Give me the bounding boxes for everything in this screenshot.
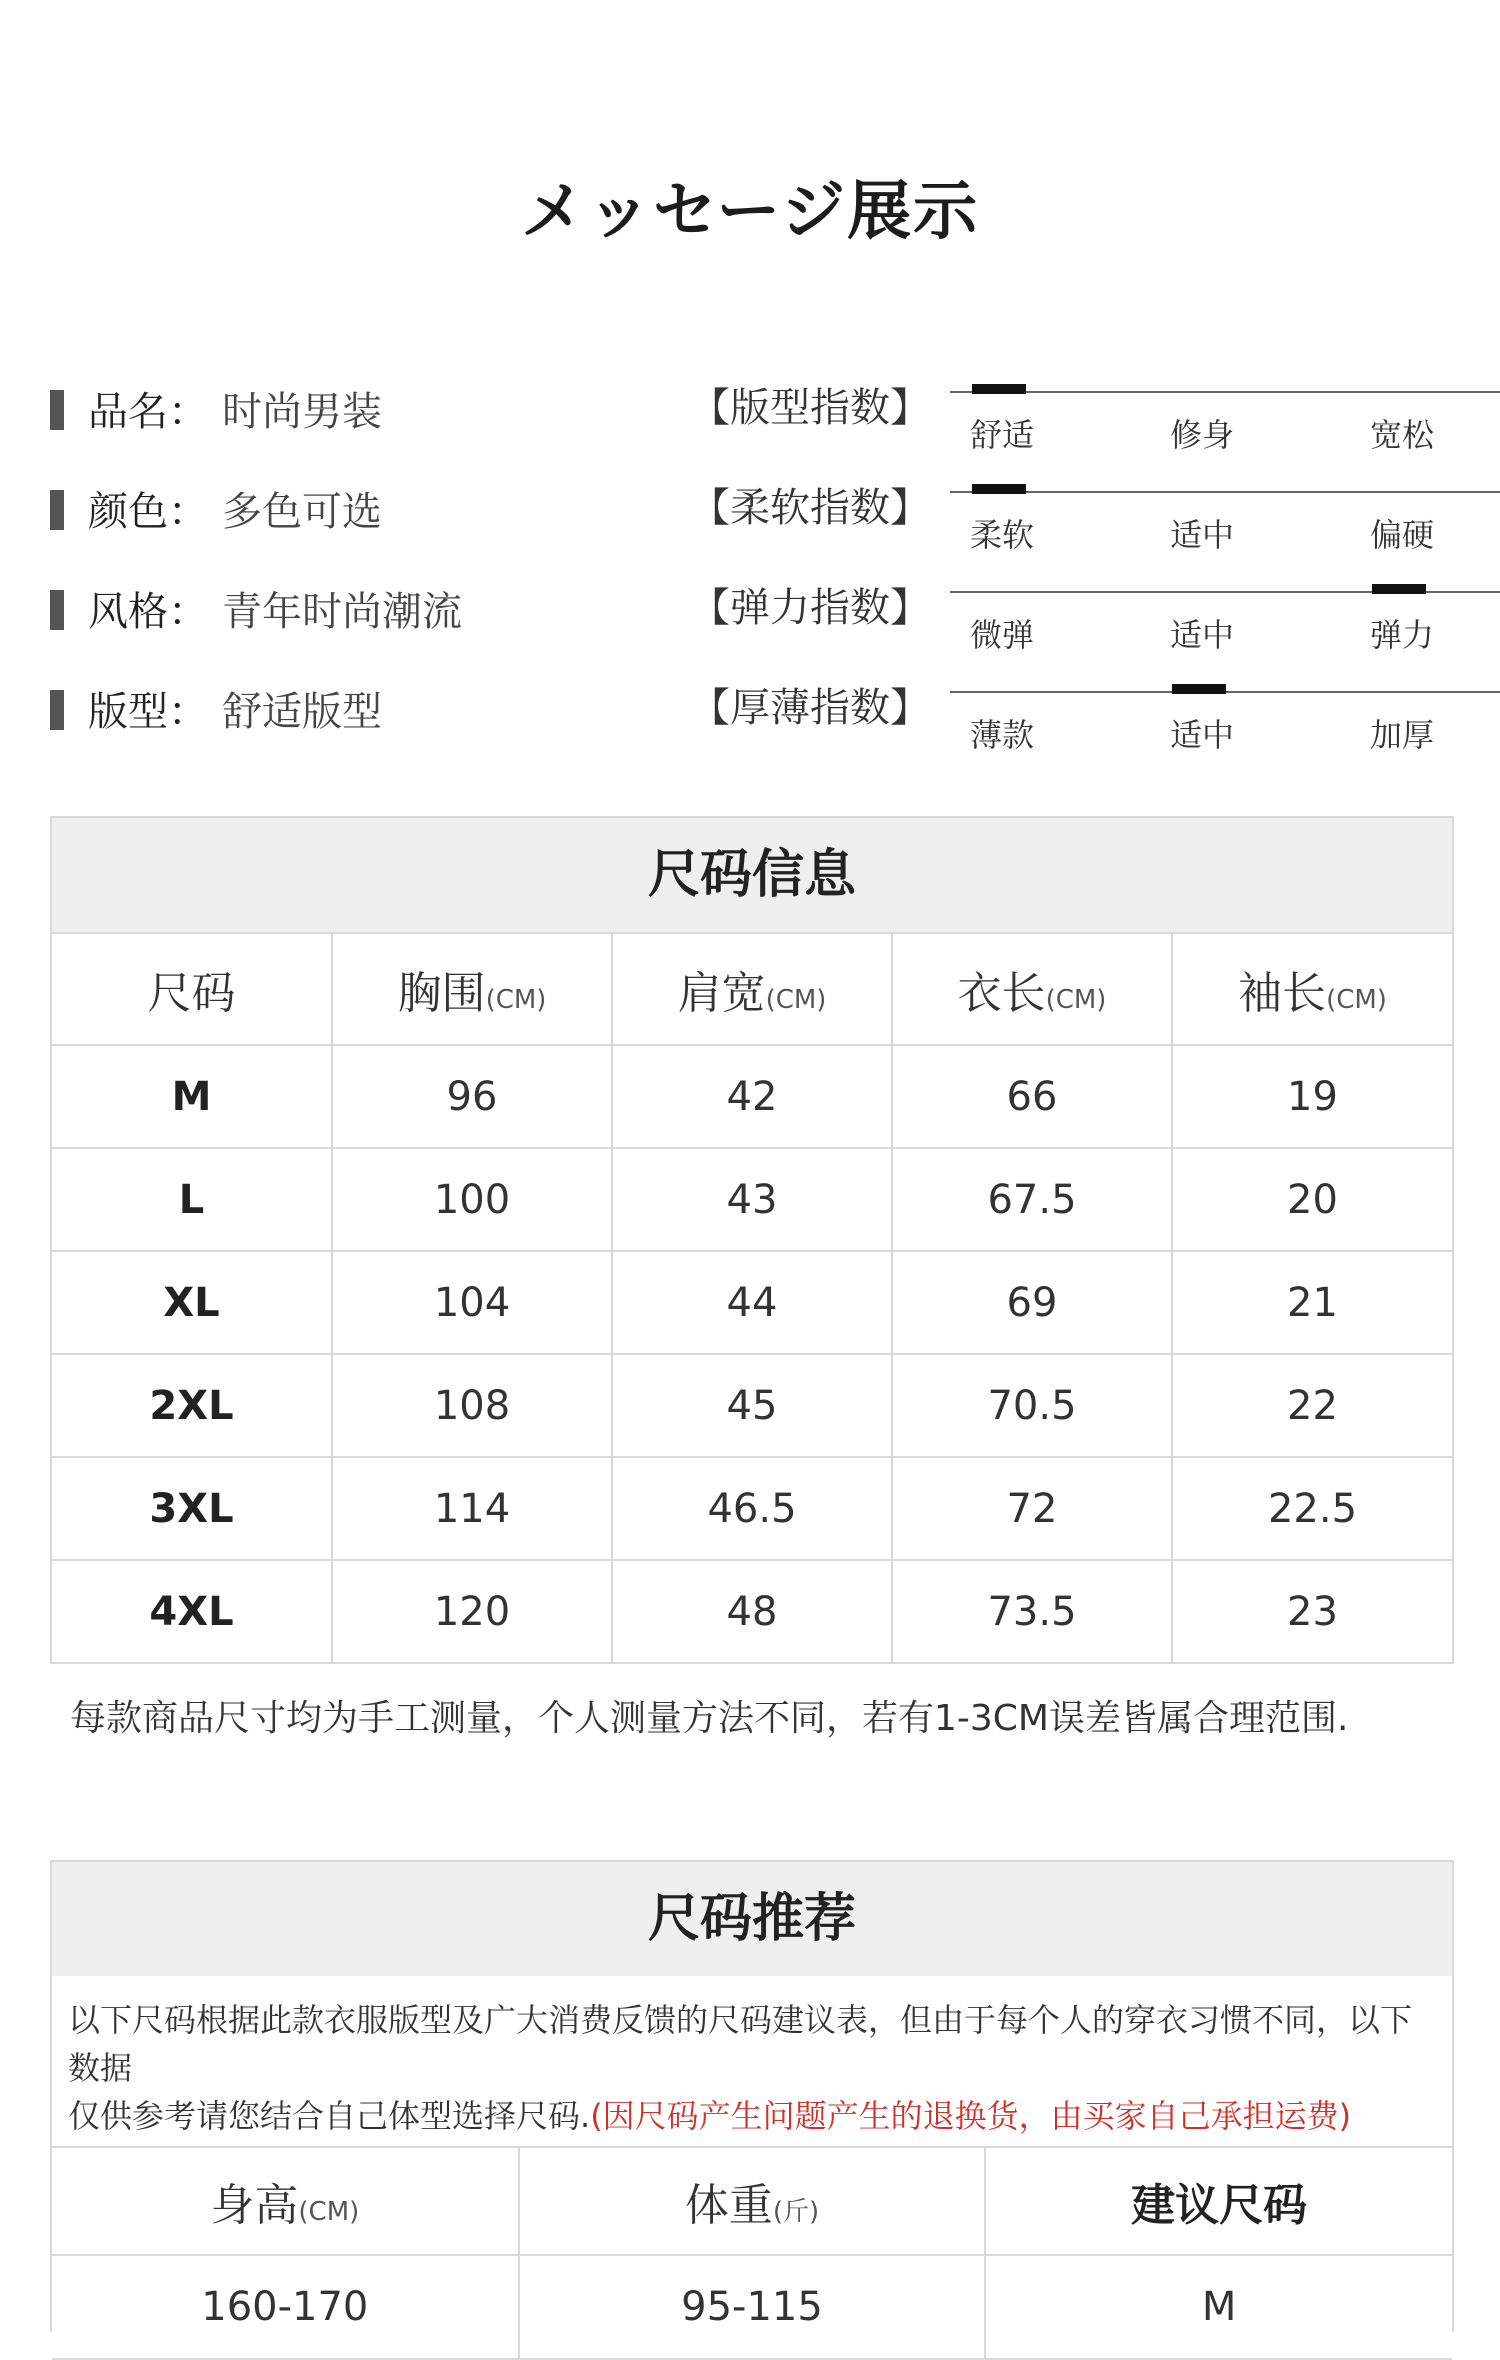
table-row [52, 1148, 1452, 1251]
measure-cell: 23 [1172, 1560, 1452, 1662]
scale-marker [1172, 684, 1226, 694]
size-recommend-title: 尺码推荐 [52, 1862, 1452, 1976]
measure-cell: 48 [612, 1560, 892, 1662]
scale-option: 适中 [1170, 616, 1235, 654]
column-header-label: 体重 [684, 2180, 773, 2231]
info-separator: ： [168, 589, 208, 635]
measure-cell: 43 [612, 1148, 892, 1251]
size-recommend-table [52, 2146, 1452, 2360]
measure-cell: 67.5 [892, 1148, 1172, 1251]
info-row [50, 372, 1450, 454]
bullet-bar [50, 690, 64, 730]
info-value: 青年时尚潮流 [222, 589, 462, 635]
measure-cell: 108 [332, 1354, 612, 1457]
scale-marker [972, 484, 1026, 494]
size-cell: XL [52, 1251, 332, 1354]
measure-cell: 21 [1172, 1251, 1452, 1354]
scale-option: 偏硬 [1370, 516, 1435, 554]
index-scale [950, 672, 1500, 754]
index-label: 【厚薄指数】 [690, 685, 930, 731]
bullet-bar [50, 590, 64, 630]
info-row [50, 572, 1450, 654]
info-value: 时尚男装 [222, 389, 382, 435]
column-header [612, 933, 892, 1045]
table-row [52, 1354, 1452, 1457]
column-header [1172, 933, 1452, 1045]
table-row [52, 2255, 1452, 2359]
info-label: 风格 [88, 589, 168, 635]
table-cell: M [985, 2255, 1452, 2359]
info-label: 品名 [88, 389, 168, 435]
column-header-label: 尺码 [147, 968, 236, 1019]
scale-option: 宽松 [1370, 416, 1435, 454]
info-value: 多色可选 [222, 489, 382, 535]
scale-option: 舒适 [970, 416, 1035, 454]
page-title: メッセージ展示 [520, 175, 980, 249]
measure-cell: 19 [1172, 1045, 1452, 1148]
measure-cell: 104 [332, 1251, 612, 1354]
size-cell: 4XL [52, 1560, 332, 1662]
measure-cell: 42 [612, 1045, 892, 1148]
column-header [892, 933, 1172, 1045]
info-value: 舒适版型 [222, 689, 382, 735]
scale-option: 弹力 [1370, 616, 1435, 654]
recommend-description [52, 1976, 1452, 2146]
info-text [88, 680, 382, 737]
info-row [50, 472, 1450, 554]
table-row [52, 1045, 1452, 1148]
info-separator: ： [168, 689, 208, 735]
measure-cell: 66 [892, 1045, 1172, 1148]
measure-cell: 70.5 [892, 1354, 1172, 1457]
scale-option: 适中 [1170, 516, 1235, 554]
column-header-label: 身高 [210, 2180, 299, 2231]
column-header-label: 胸围 [397, 968, 486, 1019]
column-header-label: 袖长 [1238, 968, 1327, 1019]
index-scale [950, 472, 1500, 554]
info-text [88, 580, 462, 637]
index-label: 【弹力指数】 [690, 585, 930, 631]
scale-option: 柔软 [970, 516, 1035, 554]
measure-cell: 120 [332, 1560, 612, 1662]
column-header-unit: (斤) [772, 2197, 820, 2227]
measure-cell: 45 [612, 1354, 892, 1457]
index-scale [950, 572, 1500, 654]
column-header [985, 2147, 1452, 2255]
column-header-label: 肩宽 [677, 968, 766, 1019]
index-scale [950, 372, 1500, 454]
scale-option: 适中 [1170, 716, 1235, 754]
table-row [52, 1457, 1452, 1560]
info-label: 版型 [88, 689, 168, 735]
measure-cell: 46.5 [612, 1457, 892, 1560]
column-header-unit: (CM) [485, 985, 547, 1015]
scale-marker [1372, 584, 1426, 594]
size-cell: 2XL [52, 1354, 332, 1457]
column-header [52, 2147, 519, 2255]
size-info-table [52, 932, 1452, 1662]
column-header [332, 933, 612, 1045]
table-cell: 160-170 [52, 2255, 519, 2359]
table-row [52, 1560, 1452, 1662]
scale-option: 加厚 [1370, 716, 1435, 754]
size-info-section [50, 816, 1454, 1664]
table-header-row [52, 933, 1452, 1045]
scale-line [950, 491, 1500, 493]
size-cell: 3XL [52, 1457, 332, 1560]
scale-option: 薄款 [970, 716, 1035, 754]
measure-cell: 69 [892, 1251, 1172, 1354]
column-header-unit: (CM) [765, 985, 827, 1015]
scale-option: 微弹 [970, 616, 1035, 654]
size-info-title: 尺码信息 [52, 818, 1452, 932]
measurement-note: 每款商品尺寸均为手工测量，个人测量方法不同，若有1-3CM误差皆属合理范围. [70, 1698, 1349, 1739]
measure-cell: 22.5 [1172, 1457, 1452, 1560]
size-recommend-section [50, 1860, 1454, 2332]
table-body [52, 2255, 1452, 2359]
measure-cell: 73.5 [892, 1560, 1172, 1662]
column-header-unit: (CM) [298, 2197, 360, 2227]
info-label: 颜色 [88, 489, 168, 535]
column-header-unit: (CM) [1045, 985, 1107, 1015]
info-text [88, 480, 382, 537]
bullet-bar [50, 490, 64, 530]
measure-cell: 20 [1172, 1148, 1452, 1251]
info-text [88, 380, 382, 437]
column-header-label: 建议尺码 [1131, 2180, 1308, 2231]
scale-option: 修身 [1170, 416, 1235, 454]
index-label: 【版型指数】 [690, 385, 930, 431]
index-label: 【柔软指数】 [690, 485, 930, 531]
scale-line [950, 391, 1500, 393]
column-header-label: 衣长 [957, 968, 1046, 1019]
bullet-bar [50, 390, 64, 430]
measure-cell: 100 [332, 1148, 612, 1251]
size-cell: L [52, 1148, 332, 1251]
info-separator: ： [168, 389, 208, 435]
size-cell: M [52, 1045, 332, 1148]
column-header [52, 933, 332, 1045]
table-cell: 95-115 [519, 2255, 986, 2359]
recommend-text-line2: 仅供参考请您结合自己体型选择尺码. [68, 2097, 591, 2135]
measure-cell: 114 [332, 1457, 612, 1560]
measure-cell: 72 [892, 1457, 1172, 1560]
scale-marker [972, 384, 1026, 394]
column-header [519, 2147, 986, 2255]
measure-cell: 44 [612, 1251, 892, 1354]
table-header-row [52, 2147, 1452, 2255]
table-body [52, 1045, 1452, 1662]
recommend-warning: (因尺码产生问题产生的退换货，由买家自己承担运费) [590, 2097, 1352, 2135]
info-separator: ： [168, 489, 208, 535]
measure-cell: 22 [1172, 1354, 1452, 1457]
info-row [50, 672, 1450, 754]
recommend-text-line1: 以下尺码根据此款衣服版型及广大消费反馈的尺码建议表，但由于每个人的穿衣习惯不同，以下数据 [68, 2001, 1413, 2087]
column-header-unit: (CM) [1326, 985, 1387, 1015]
table-row [52, 1251, 1452, 1354]
measure-cell: 96 [332, 1045, 612, 1148]
